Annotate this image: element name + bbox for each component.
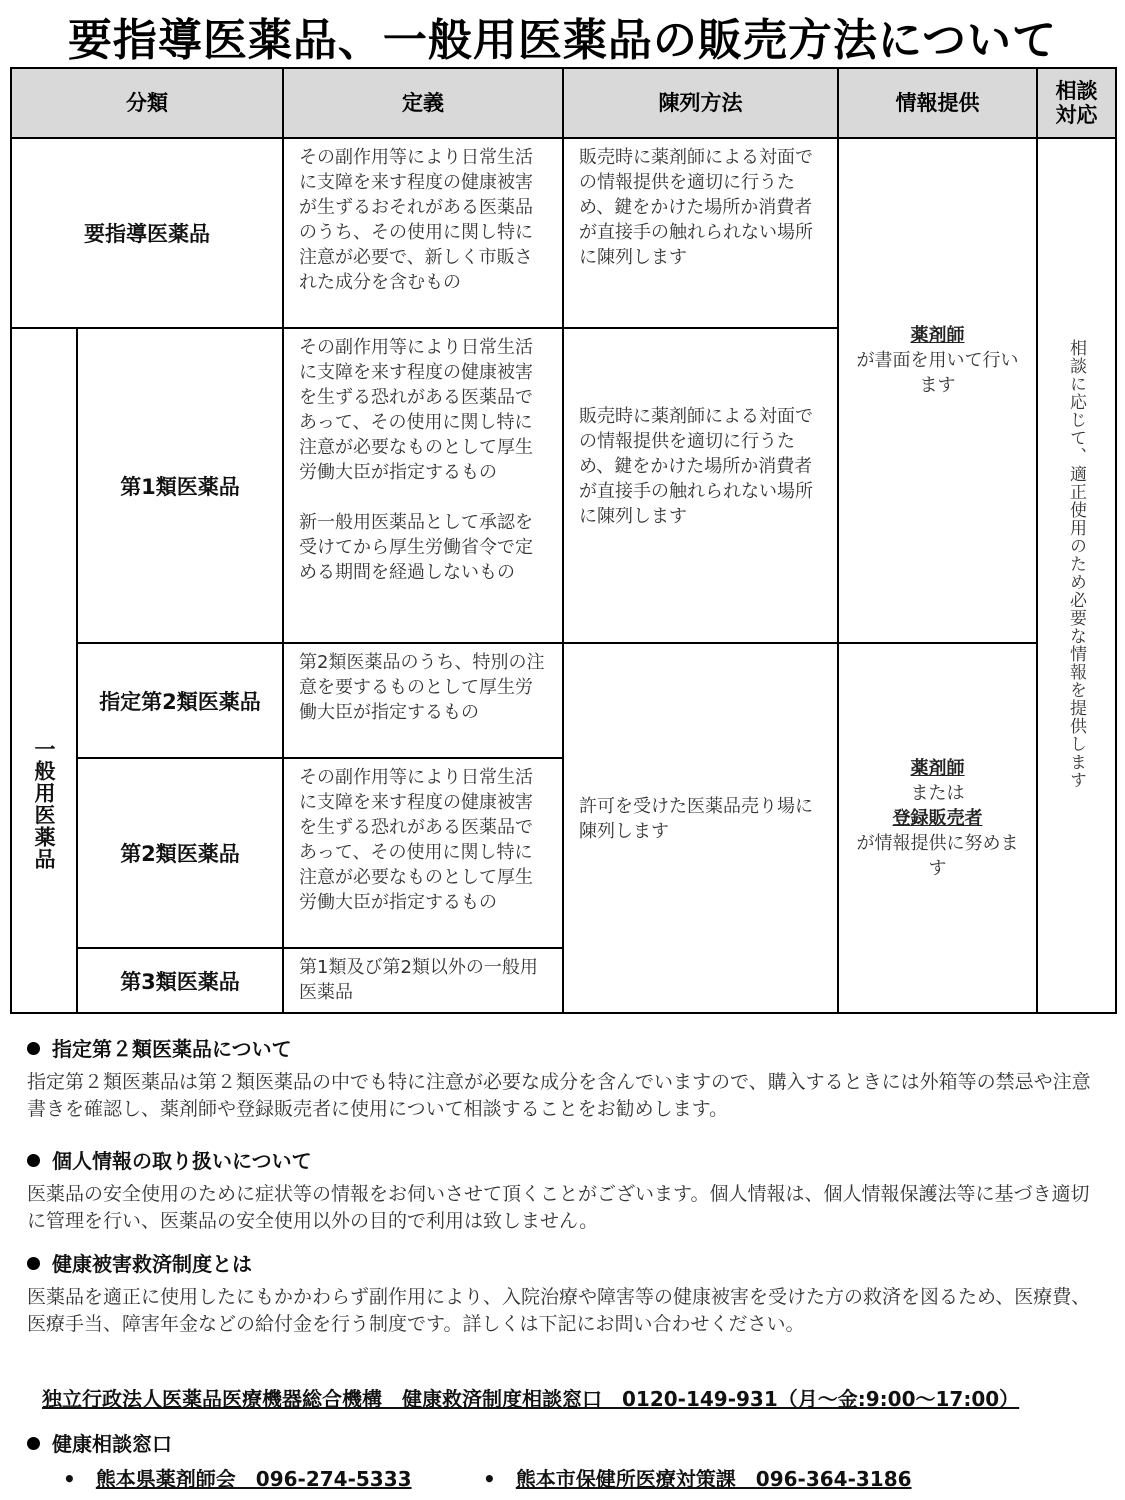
section-relief-heading-text: 健康被害救済制度とは (52, 1252, 252, 1276)
display-lower-text: 許可を受けた医薬品売り場に陳列します (579, 796, 813, 842)
category-designated2: 指定第2類医薬品 (77, 643, 283, 758)
section-relief (27, 1250, 1107, 1338)
header-info: 情報提供 (838, 68, 1037, 138)
section-relief-body: 医薬品を適正に使用したにもかかわらず副作用により、入院治療や障害等の健康被害を受けた方の救済を図るため、医療費、医療手当、障害年金などの給付金を行う制度です。詳しくは下記にお問い合わせください。 (27, 1286, 1091, 1335)
info-text-upper: が書面を用いて行います (856, 350, 1019, 396)
definition-class1 (283, 328, 563, 643)
category-class1: 第1類医薬品 (77, 328, 283, 643)
info-role-pharmacist: 薬剤師 (910, 325, 965, 346)
sales-method-table (10, 67, 1117, 1014)
contact-text: 熊本県薬剤師会 096-274-5333 (95, 1467, 412, 1491)
section-privacy-heading-text: 個人情報の取り扱いについて (52, 1149, 312, 1173)
contact-kumamoto-city-health (483, 1463, 912, 1492)
display-class1-text: 販売時に薬剤師による対面での情報提供を適切に行うため、鍵をかけた場所か消費者が直接手の触れられない場所に陳列します (579, 406, 813, 527)
section-designated-body: 指定第２類医薬品は第２類医薬品の中でも特に注意が必要な成分を含んでいますので、購入するときには外箱等の禁忌や注意書きを確認し、薬剤師や登録販売者に使用について相談することをお勧めします。 (27, 1071, 1091, 1120)
display-yoshido: 販売時に薬剤師による対面での情報提供を適切に行うため、鍵をかけた場所か消費者が直接手の触れられない場所に陳列します (563, 138, 838, 328)
display-class1 (563, 328, 838, 643)
consult-text: 相談に応じて、適正使用のため必要な情報を提供します (1066, 339, 1086, 789)
contact-kumamoto-pharma-assoc (63, 1463, 412, 1492)
page-title: 要指導医薬品、一般用医薬品の販売方法について (67, 15, 1058, 66)
category-class2: 第2類医薬品 (77, 758, 283, 948)
section-privacy-body: 医薬品の安全使用のために症状等の情報をお伺いさせて頂くことがございます。個人情報は、個人情報保護法等に基づき適切に管理を行い、医薬品の安全使用以外の目的で利用は致しません。 (27, 1183, 1090, 1232)
header-category: 分類 (11, 68, 283, 138)
header-consult (1037, 68, 1116, 138)
info-role-registered-seller: 登録販売者 (892, 807, 983, 829)
general-group-label: 一般用医薬品 (32, 737, 56, 870)
section-privacy-heading (27, 1147, 1107, 1175)
info-conj: または (910, 782, 965, 804)
definition-class1-part1: その副作用等により日常生活に支障を来す程度の健康被害を生ずる恐れがある医薬品であって、その使用に関し特に注意が必要なものとして厚生労働大臣が指定するもの (299, 337, 533, 483)
consult-cell (1037, 138, 1116, 1013)
bullet-dot-icon (27, 1154, 40, 1167)
bullet-dot-icon (27, 1042, 40, 1055)
category-yoshido: 要指導医薬品 (11, 138, 283, 328)
info-text-lower: が情報提供に努めます (856, 832, 1019, 879)
section-designated-heading-text: 指定第２類医薬品について (52, 1037, 292, 1061)
definition-designated2: 第2類医薬品のうち、特別の注意を要するものとして厚生労働大臣が指定するもの (283, 643, 563, 758)
header-display: 陳列方法 (563, 68, 838, 138)
section-consult-heading-text: 健康相談窓口 (52, 1432, 172, 1456)
definition-yoshido: その副作用等により日常生活に支障を来す程度の健康被害が生ずるおそれがある医薬品のうち、その使用に関し特に注意が必要で、新しく市販された成分を含むもの (283, 138, 563, 328)
info-pharmacist (838, 138, 1037, 643)
category-general-group (11, 328, 77, 1013)
info-pharmacist-or-registered (838, 643, 1037, 1013)
contact-text: 熊本市保健所医療対策課 096-364-3186 (515, 1467, 912, 1491)
section-privacy (27, 1147, 1107, 1235)
section-relief-heading (27, 1250, 1107, 1278)
definition-class1-part2: 新一般用医薬品として承認を受けてから厚生労働省令で定める期間を経過しないもの (299, 512, 533, 583)
contact-bullet: • (63, 1467, 76, 1491)
bullet-dot-icon (27, 1437, 40, 1450)
header-definition: 定義 (283, 68, 563, 138)
section-designated-heading (27, 1035, 1107, 1063)
section-consult (27, 1430, 1107, 1458)
contact-bullet: • (483, 1467, 496, 1491)
pmda-contact-line: 独立行政法人医薬品医療機器総合機構 健康救済制度相談窓口 0120-149-931（月～金:9:00～17:00） (42, 1387, 1020, 1411)
section-designated (27, 1035, 1107, 1123)
header-consult-label: 相談対応 (1055, 78, 1098, 127)
definition-class3: 第1類及び第2類以外の一般用医薬品 (283, 948, 563, 1013)
table-header-row (11, 68, 1116, 138)
table-row-yoshido (11, 138, 1116, 328)
bullet-dot-icon (27, 1257, 40, 1270)
category-class3: 第3類医薬品 (77, 948, 283, 1013)
info-role-pharmacist-lower: 薬剤師 (910, 757, 965, 779)
section-consult-heading (27, 1430, 1107, 1458)
display-lower (563, 643, 838, 1013)
table-row-designated2 (11, 643, 1116, 758)
definition-class2: その副作用等により日常生活に支障を来す程度の健康被害を生ずる恐れがある医薬品であって、その使用に関し特に注意が必要なものとして厚生労働大臣が指定するもの (283, 758, 563, 948)
